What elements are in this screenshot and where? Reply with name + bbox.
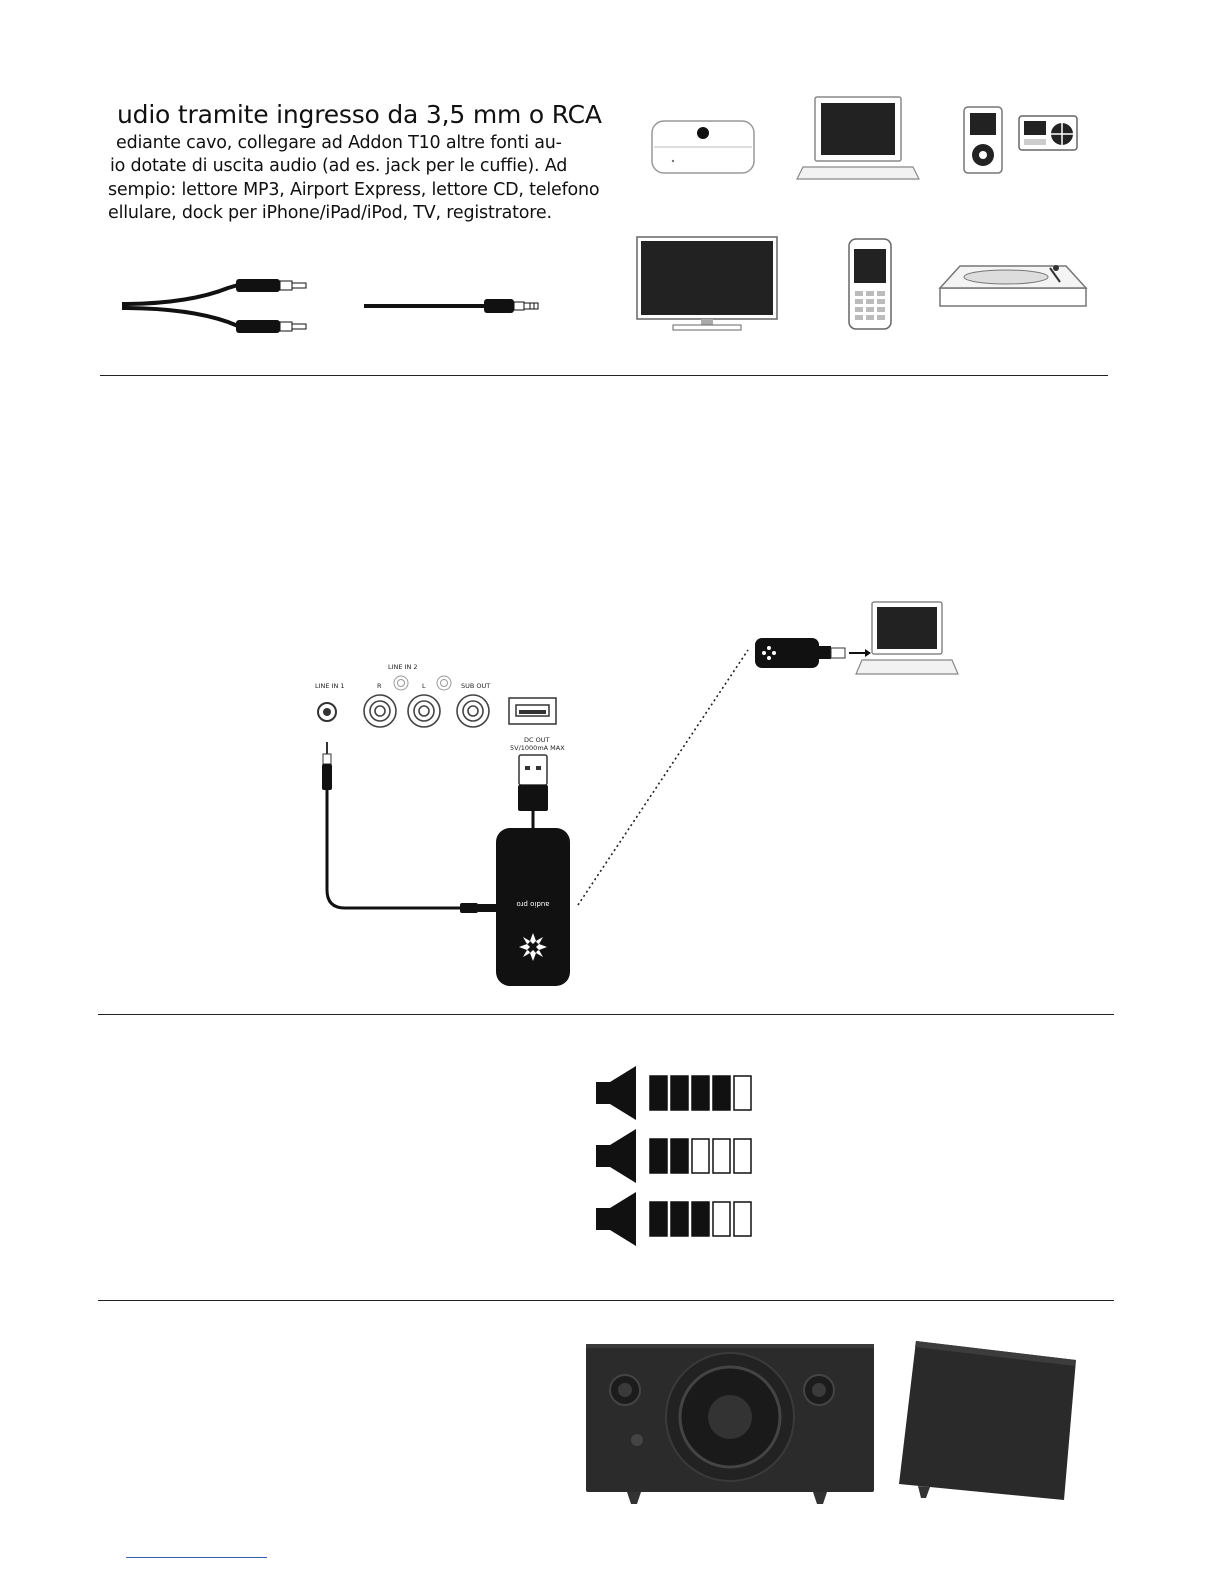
- panel-label-l: L: [422, 682, 426, 690]
- paragraph-line-2: io dotate di uscita audio (ad es. jack per le cuffie). Ad: [110, 156, 568, 176]
- mac-mini-icon: [650, 117, 758, 177]
- speaker-icon: [596, 1129, 636, 1183]
- volume-row-1: [596, 1066, 751, 1120]
- volume-segment-empty: [734, 1076, 751, 1110]
- volume-segment-filled: [713, 1076, 730, 1110]
- main-speaker-image: [585, 1340, 877, 1512]
- mobile-phone-icon: [847, 237, 893, 331]
- speaker-icon: [596, 1192, 636, 1246]
- panel-label-dc-out-spec: 5V/1000mA MAX: [510, 744, 565, 752]
- connection-diagram: [300, 590, 980, 1000]
- rca-cable-illustration: [118, 270, 318, 340]
- volume-row-2: [596, 1129, 751, 1183]
- volume-segment-filled: [671, 1139, 688, 1173]
- laptop-icon: [795, 95, 921, 183]
- volume-row-3: [596, 1192, 751, 1246]
- section-divider-3: [98, 1300, 1114, 1301]
- volume-segment-filled: [671, 1202, 688, 1236]
- subwoofer-image: [896, 1338, 1080, 1514]
- volume-indicator-group: [596, 1066, 756, 1248]
- turntable-icon: [938, 260, 1088, 310]
- volume-segment-filled: [692, 1202, 709, 1236]
- volume-segment-empty: [713, 1202, 730, 1236]
- volume-indicators-svg: [596, 1066, 756, 1248]
- speaker-icon: [596, 1066, 636, 1120]
- volume-segment-empty: [692, 1139, 709, 1173]
- volume-segment-empty: [734, 1139, 751, 1173]
- jack-cable-illustration: [362, 294, 562, 318]
- volume-segment-empty: [734, 1202, 751, 1236]
- tv-icon: [635, 235, 779, 333]
- volume-segment-filled: [650, 1202, 667, 1236]
- receiver-brand-text: audio pro: [516, 900, 550, 908]
- volume-segment-filled: [671, 1076, 688, 1110]
- panel-label-dc-out: DC OUT: [524, 736, 550, 744]
- volume-segment-filled: [650, 1139, 667, 1173]
- ipod-icon: [962, 105, 1004, 175]
- section-heading: udio tramite ingresso da 3,5 mm o RCA: [117, 100, 602, 129]
- panel-label-sub-out: SUB OUT: [461, 682, 491, 690]
- volume-segment-filled: [692, 1076, 709, 1110]
- panel-label-line-in-1: LINE IN 1: [315, 682, 345, 690]
- paragraph-line-4: ellulare, dock per iPhone/iPad/iPod, TV, registratore.: [108, 203, 552, 223]
- paragraph-line-3: sempio: lettore MP3, Airport Express, lettore CD, telefono: [108, 180, 600, 200]
- paragraph-line-1: ediante cavo, collegare ad Addon T10 altre fonti au-: [116, 133, 562, 153]
- panel-label-line-in-2: LINE IN 2: [388, 663, 418, 671]
- radio-icon: [1018, 114, 1078, 152]
- section-divider-1: [100, 375, 1108, 376]
- volume-segment-filled: [650, 1076, 667, 1110]
- section-divider-2: [98, 1014, 1114, 1015]
- volume-segment-empty: [713, 1139, 730, 1173]
- footer-link-underline[interactable]: [126, 1557, 267, 1558]
- panel-label-r: R: [377, 682, 382, 690]
